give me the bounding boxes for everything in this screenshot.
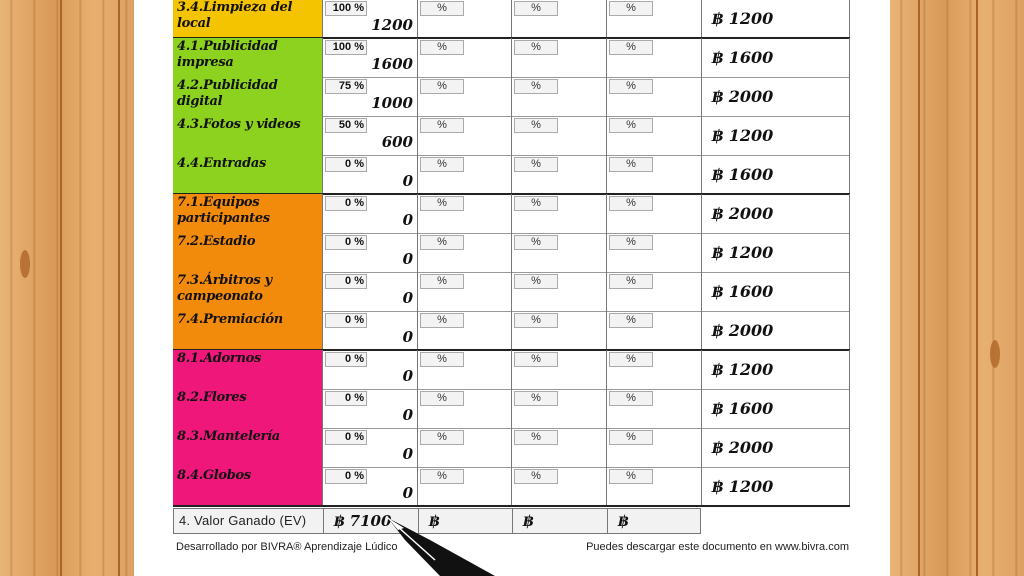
percent-complete-value: 0 (345, 236, 352, 248)
footer-credit: Desarrollado por BIVRA® Aprendizaje Lúdico (176, 541, 398, 553)
percent-input[interactable]: % (514, 235, 558, 250)
percent-input[interactable]: % (420, 118, 464, 133)
percent-input[interactable]: % (609, 352, 653, 367)
percent-input[interactable]: % (514, 118, 558, 133)
percent-complete-value: 0 (345, 275, 352, 287)
earned-value-amount: 1000 (371, 94, 413, 112)
percent-complete-value: 75 (338, 80, 352, 92)
percent-input[interactable]: % (420, 352, 464, 367)
earned-value-amount: 0 (402, 211, 413, 229)
percent-input[interactable]: % (420, 40, 464, 55)
percent-input[interactable]: % (420, 79, 464, 94)
percent-symbol: % (354, 353, 364, 365)
percent-input[interactable]: % (420, 469, 464, 484)
activity-label: 8.2.Flores (173, 389, 322, 428)
percent-input[interactable]: % (420, 313, 464, 328)
percent-input[interactable]: % (420, 430, 464, 445)
earned-value-amount: 0 (402, 172, 413, 190)
percent-input[interactable]: % (514, 352, 558, 367)
earned-value-amount: 0 (402, 289, 413, 307)
percent-complete-value: 0 (345, 470, 352, 482)
percent-complete-value: 0 (345, 353, 352, 365)
percent-input[interactable]: % (609, 79, 653, 94)
budget-amount: ฿ 1200 (712, 360, 774, 379)
earned-value-amount: 1600 (371, 55, 413, 73)
earned-value-amount: 0 (402, 406, 413, 424)
earned-value-amount: 1200 (371, 16, 413, 34)
earned-value-amount: 0 (402, 484, 413, 502)
percent-input[interactable]: % (609, 196, 653, 211)
budget-amount: ฿ 1600 (712, 48, 774, 67)
activity-label: 7.3.Árbitros y campeonato (173, 272, 322, 311)
activity-label: 3.4.Limpieza del local (173, 0, 322, 38)
percent-complete-value: 0 (345, 392, 352, 404)
footer-download-link[interactable]: Puedes descargar este documento en www.bivra.com (586, 541, 849, 553)
earned-value-amount: 0 (402, 250, 413, 268)
percent-input[interactable]: % (420, 1, 464, 16)
activity-label: 4.1.Publicidad impresa (173, 38, 322, 77)
activity-label: 8.1.Adornos (173, 350, 322, 389)
percent-input[interactable]: % (609, 118, 653, 133)
percent-complete-value: 0 (345, 158, 352, 170)
percent-input[interactable]: % (420, 157, 464, 172)
percent-input[interactable]: % (514, 430, 558, 445)
percent-input[interactable]: % (514, 313, 558, 328)
percent-input[interactable]: % (609, 391, 653, 406)
percent-complete-value: 0 (345, 431, 352, 443)
activity-label: 8.3.Mantelería (173, 428, 322, 467)
percent-input[interactable]: % (609, 274, 653, 289)
percent-symbol: % (354, 80, 364, 92)
activity-label: 7.2.Estadio (173, 233, 322, 272)
earned-value-amount: 0 (402, 328, 413, 346)
percent-input[interactable]: % (514, 40, 558, 55)
percent-complete-value: 100 (332, 2, 352, 14)
activity-label: 7.1.Equipos participantes (173, 194, 322, 233)
percent-input[interactable]: % (609, 235, 653, 250)
earned-value-label: 4. Valor Ganado (EV) (179, 513, 307, 528)
activity-label: 4.3.Fotos y videos (173, 116, 322, 155)
budget-amount: ฿ 1200 (712, 477, 774, 496)
percent-input[interactable]: % (420, 391, 464, 406)
earned-value-amount: 600 (381, 133, 413, 151)
budget-amount: ฿ 1200 (712, 243, 774, 262)
percent-complete-value: 0 (345, 314, 352, 326)
earned-value-cell-2[interactable]: ฿ (418, 509, 512, 533)
activity-label: 8.4.Globos (173, 467, 322, 506)
budget-amount: ฿ 2000 (712, 438, 774, 457)
activity-label: 4.2.Publicidad digital (173, 77, 322, 116)
percent-symbol: % (354, 158, 364, 170)
earned-value-cell-3[interactable]: ฿ (512, 509, 607, 533)
percent-input[interactable]: % (514, 391, 558, 406)
percent-symbol: % (354, 197, 364, 209)
percent-input[interactable]: % (514, 274, 558, 289)
percent-input[interactable]: % (609, 313, 653, 328)
percent-symbol: % (354, 275, 364, 287)
percent-symbol: % (354, 119, 364, 131)
percent-input[interactable]: % (514, 79, 558, 94)
percent-input[interactable]: % (514, 469, 558, 484)
percent-input[interactable]: % (420, 196, 464, 211)
percent-complete-value: 50 (338, 119, 352, 131)
budget-amount: ฿ 1600 (712, 282, 774, 301)
percent-symbol: % (354, 431, 364, 443)
earned-value-cell-1[interactable]: ฿ 7100 (323, 509, 418, 533)
percent-input[interactable]: % (420, 274, 464, 289)
percent-input[interactable]: % (420, 235, 464, 250)
percent-input[interactable]: % (609, 40, 653, 55)
percent-symbol: % (354, 236, 364, 248)
percent-symbol: % (354, 2, 364, 14)
percent-input[interactable]: % (609, 430, 653, 445)
earned-value-amount: 0 (402, 445, 413, 463)
percent-input[interactable]: % (609, 469, 653, 484)
percent-symbol: % (354, 314, 364, 326)
earned-value-cell-4[interactable]: ฿ (607, 509, 702, 533)
budget-amount: ฿ 2000 (712, 321, 774, 340)
percent-input[interactable]: % (514, 1, 558, 16)
budget-amount: ฿ 1200 (712, 9, 774, 28)
percent-input[interactable]: % (609, 1, 653, 16)
budget-amount: ฿ 1600 (712, 165, 774, 184)
percent-symbol: % (354, 392, 364, 404)
percent-complete-value: 0 (345, 197, 352, 209)
earned-value-amount: 0 (402, 367, 413, 385)
percent-symbol: % (354, 41, 364, 53)
activity-label: 4.4.Entradas (173, 155, 322, 194)
activity-label: 7.4.Premiación (173, 311, 322, 350)
budget-amount: ฿ 1200 (712, 126, 774, 145)
percent-input[interactable]: % (609, 157, 653, 172)
budget-amount: ฿ 2000 (712, 204, 774, 223)
percent-input[interactable]: % (514, 196, 558, 211)
percent-input[interactable]: % (514, 157, 558, 172)
budget-amount: ฿ 2000 (712, 87, 774, 106)
percent-symbol: % (354, 470, 364, 482)
percent-complete-value: 100 (332, 41, 352, 53)
budget-amount: ฿ 1600 (712, 399, 774, 418)
